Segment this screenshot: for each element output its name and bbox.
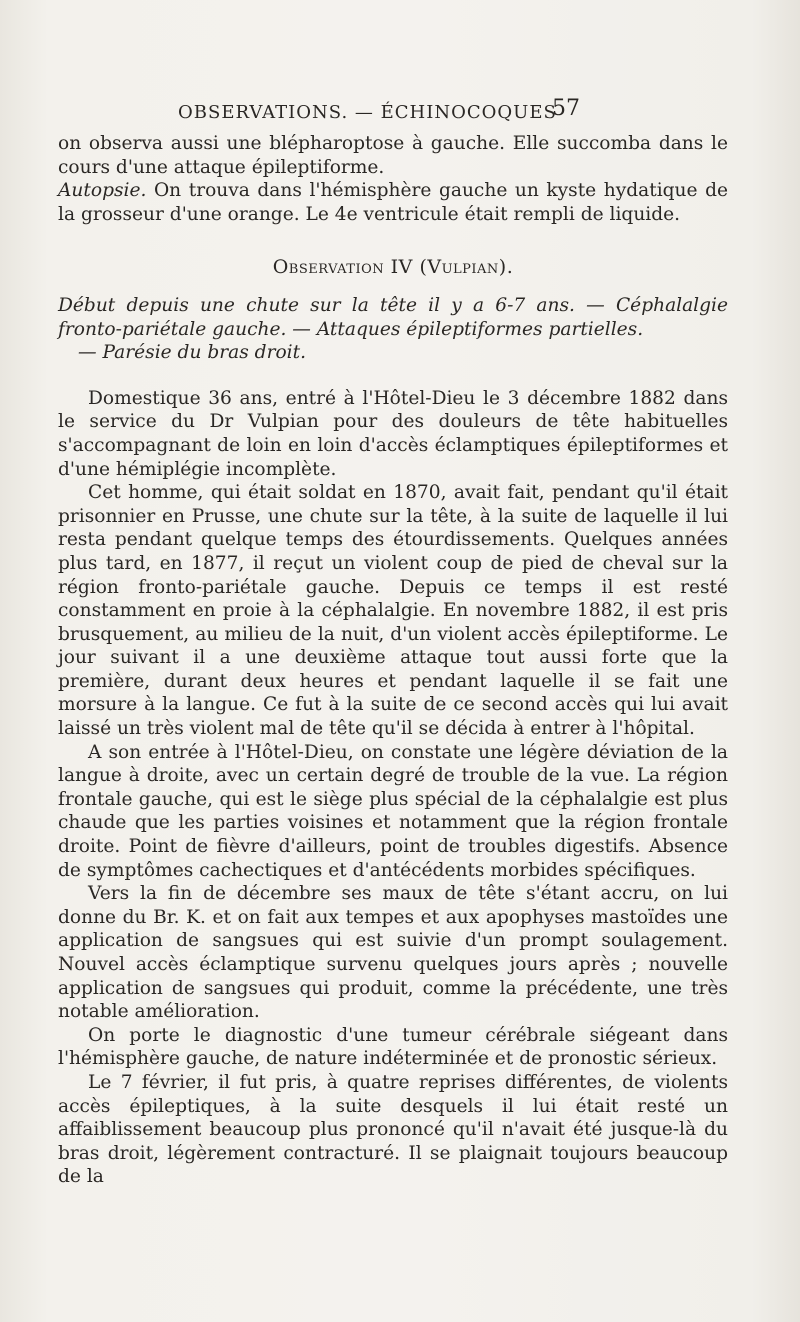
observation-summary	[58, 294, 728, 365]
body-paragraph: On porte le diagnostic d'une tumeur cérébrale siégeant dans l'hémisphère gauche, de nature indéterminée et de pronostic sérieux.	[58, 1024, 728, 1070]
observation-heading-number: IV	[390, 256, 413, 279]
running-head-title: OBSERVATIONS. — ÉCHINOCOQUES	[178, 102, 557, 123]
page-text	[58, 132, 728, 1189]
page-number: 57	[552, 96, 580, 121]
body-paragraph: Vers la fin de décembre ses maux de tête s'étant accru, on lui donne du Br. K. et on fait aux tempes et aux apophyses mastoïdes une application de sangsues qui est suivie d'un prompt soulagement. Nouvel accès éclamptique survenu quelques jours après ; nouvelle application de sangsues qui produit, comme la précédente, une très notable amélioration.	[58, 883, 728, 1023]
body-paragraph: A son entrée à l'Hôtel-Dieu, on constate une légère déviation de la langue à droite, avec un certain degré de trouble de la vue. La région frontale gauche, qui est le siège plus spécial de la céphalalgie est plus chaude que les parties voisines et notamment que la région frontale droite. Point de fièvre d'ailleurs, point de troubles digestifs. Absence de symptômes cachectiques et d'antécédents morbides spécifiques.	[58, 741, 728, 881]
body-paragraph: Cet homme, qui était soldat en 1870, avait fait, pendant qu'il était prisonnier en Prusse, une chute sur la tête, à la suite de laquelle il lui resta pendant quelque temps des étourdissements. Quelques années plus tard, en 1877, il reçut un violent coup de pied de cheval sur la région fronto-pariétale gauche. Depuis ce temps il est resté constamment en proie à la céphalalgie. En novembre 1882, il est pris brusquement, au milieu de la nuit, d'un violent accès épileptiforme. Le jour suivant il a une deuxième attaque tout aussi forte que la première, durant deux heures et pendant laquelle il se fait une morsure à la langue. Ce fut à la suite de ce second accès qui lui avait laissé un très violent mal de tête qu'il se décida à entrer à l'hôpital.	[58, 482, 728, 740]
body-paragraph: Domestique 36 ans, entré à l'Hôtel-Dieu le 3 décembre 1882 dans le service du Dr Vulpian pour des douleurs de tête habituelles s'accompagnant de loin en loin d'accès éclamptiques épileptiformes et d'une hémiplégie incomplète.	[58, 387, 728, 480]
observation-heading-author: (Vulpian).	[419, 256, 514, 279]
autopsie-text: On trouva dans l'hémisphère gauche un kyste hydatique de la grosseur d'une orange. Le 4e ventricule était rempli de liquide.	[58, 180, 728, 225]
body-paragraph: Le 7 février, il fut pris, à quatre reprises différentes, de violents accès épileptiques, à la suite desquels il lui était resté un affaiblissement beaucoup plus prononcé qu'il n'avait été jusque-là du bras droit, légèrement contracturé. Il se plaignait toujours beaucoup de la	[58, 1071, 728, 1188]
summary-line-1: Début depuis une chute sur la tête il y a 6-7 ans. — Céphalalgie fronto-pariétale gauche. — Attaques épileptiformes partielles.	[58, 294, 728, 340]
observation-body	[58, 387, 728, 1189]
observation-heading-prefix: Observation	[272, 256, 385, 279]
intro-line: on observa aussi une blépharoptose à gauche. Elle succomba dans le cours d'une attaque épileptiforme.	[58, 133, 728, 178]
summary-line-2: — Parésie du bras droit.	[78, 342, 306, 364]
observation-heading	[58, 256, 728, 280]
autopsie-label: Autopsie.	[58, 180, 147, 202]
intro-paragraph	[58, 132, 728, 226]
